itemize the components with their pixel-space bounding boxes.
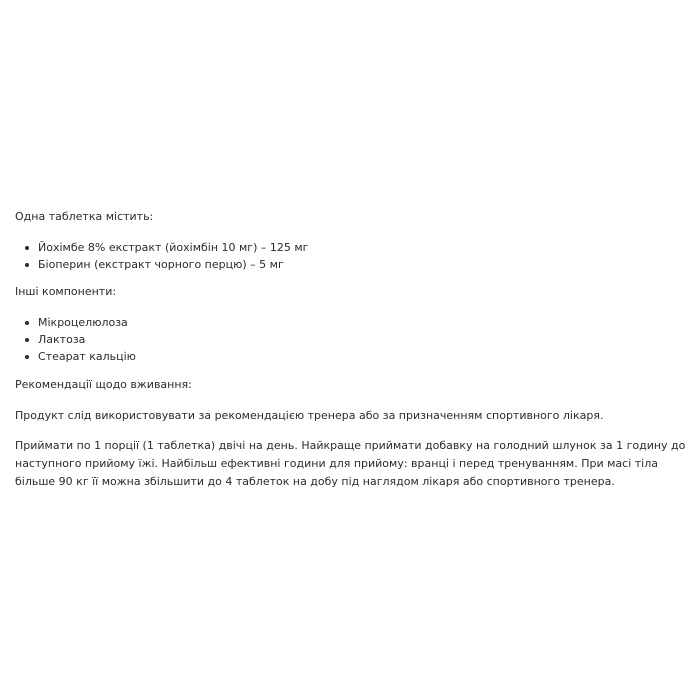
list-item bbox=[15, 239, 687, 256]
usage-paragraph-1: Продукт слід використовувати за рекомендацією тренера або за призначенням спортивного лікаря. bbox=[15, 409, 604, 422]
product-description bbox=[15, 208, 687, 491]
list-item-text: Мікроцелюлоза bbox=[38, 316, 128, 329]
bullet-icon bbox=[25, 338, 29, 342]
list-item bbox=[15, 314, 687, 331]
bullet-icon bbox=[25, 355, 29, 359]
bullet-icon bbox=[25, 263, 29, 267]
bullet-icon bbox=[25, 321, 29, 325]
usage-paragraph-2: Приймати по 1 порції (1 таблетка) двічі на день. Найкраще приймати добавку на голодний шлунок за 1 годину до наступного прийому їжі. Найбільш ефективні години для прийому: вранці і перед тренуванням. При масі тіла більше 90 кг її можна збільшити до 4 таблеток на добу під наглядом лікаря або спортивного тренера. bbox=[15, 439, 686, 488]
list-item bbox=[15, 331, 687, 348]
composition-heading: Одна таблетка містить: bbox=[15, 210, 154, 223]
composition-list bbox=[15, 239, 687, 273]
list-item-text: Йохімбе 8% екстракт (йохімбін 10 мг) – 125 мг bbox=[38, 241, 309, 254]
list-item bbox=[15, 348, 687, 365]
other-components-list bbox=[15, 314, 687, 365]
list-item-text: Лактоза bbox=[38, 333, 86, 346]
other-components-heading: Інші компоненти: bbox=[15, 285, 117, 298]
list-item bbox=[15, 256, 687, 273]
list-item-text: Біоперин (екстракт чорного перцю) – 5 мг bbox=[38, 258, 284, 271]
usage-heading: Рекомендації щодо вживання: bbox=[15, 378, 192, 391]
bullet-icon bbox=[25, 246, 29, 250]
list-item-text: Стеарат кальцію bbox=[38, 350, 136, 363]
